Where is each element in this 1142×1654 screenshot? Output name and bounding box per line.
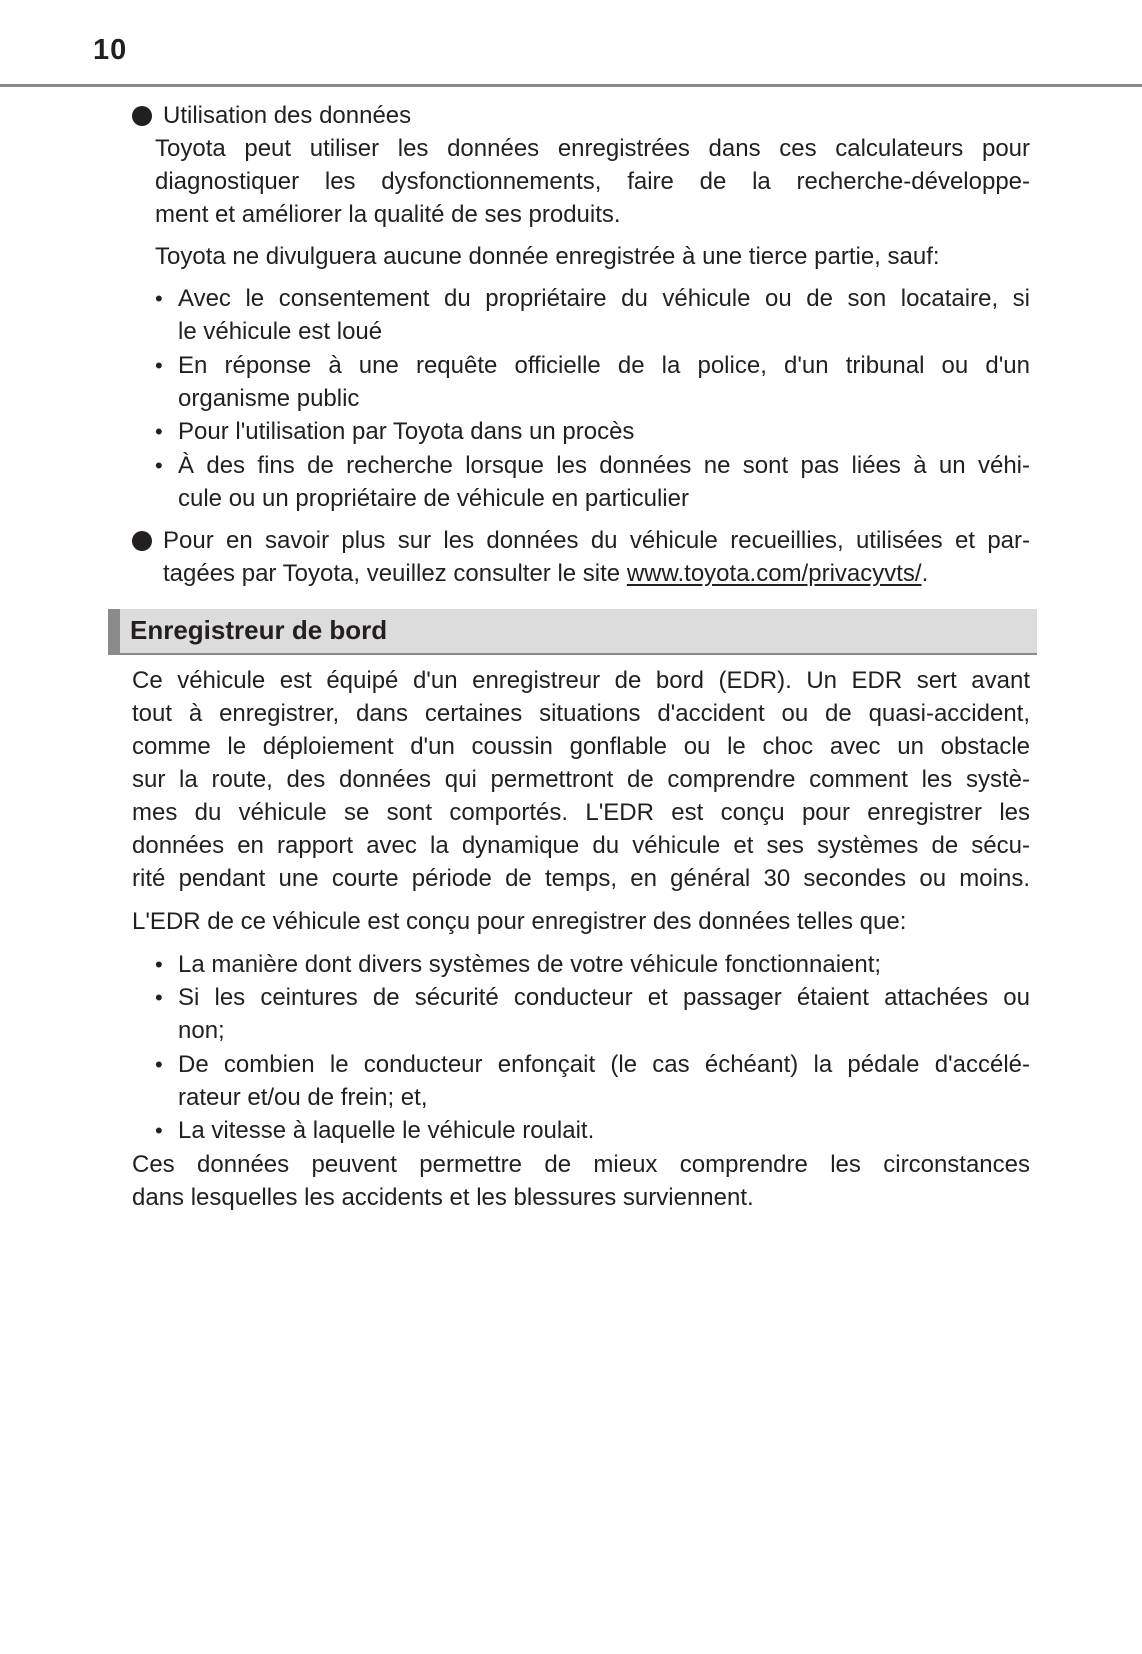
section-title: Enregistreur de bord [130, 615, 388, 645]
bullet-dot-icon: • [155, 286, 163, 311]
section-para3-line: Ces données peuvent permettre de mieux comprendre les circonstances [132, 1151, 1030, 1178]
bullet-dot-icon: • [155, 985, 163, 1010]
bullet-dot-icon: • [155, 419, 163, 444]
block1-bullet-line: le véhicule est loué [178, 318, 383, 345]
bullet-dot-icon: • [155, 1052, 163, 1077]
block1-bullet-line: À des fins de recherche lorsque les données ne sont pas liées à un véhi- [178, 452, 1030, 479]
block1-bullet-line: Pour l'utilisation par Toyota dans un procès [178, 418, 635, 445]
section-bullet-line: rateur et/ou de frein; et, [178, 1084, 428, 1111]
block1-para1-line: Toyota peut utiliser les données enregistrées dans ces calculateurs pour [155, 135, 1030, 162]
block2-text: . [921, 560, 929, 587]
block1-heading: Utilisation des données [163, 102, 412, 129]
block1-para2: Toyota ne divulguera aucune donnée enregistrée à une tierce partie, sauf: [155, 243, 940, 270]
section-header-bar [108, 609, 120, 653]
block1-bullet-line: En réponse à une requête officielle de la police, d'un tribunal ou d'un [178, 352, 1030, 379]
block2-text: tagées par Toyota, veuillez consulter le site [163, 560, 627, 587]
section-para1-line: rité pendant une courte période de temps, en général 30 secondes ou moins. [132, 865, 1030, 892]
section-bullet-line: La vitesse à laquelle le véhicule roulait. [178, 1117, 595, 1144]
bullet-dot-icon: • [155, 1118, 163, 1143]
header-rule [0, 84, 1142, 87]
section-header [108, 609, 1037, 655]
block1-bullet-line: organisme public [178, 385, 360, 412]
section-bullet-line: Si les ceintures de sécurité conducteur et passager étaient attachées ou [178, 984, 1030, 1011]
bullet-dot-icon: • [155, 453, 163, 478]
section-para2: L'EDR de ce véhicule est conçu pour enregistrer des données telles que: [132, 908, 907, 935]
section-para1-line: mes du véhicule se sont comportés. L'EDR est conçu pour enregistrer les [132, 799, 1030, 826]
section-para3-line: dans lesquelles les accidents et les blessures surviennent. [132, 1184, 754, 1211]
section-bullet-line: De combien le conducteur enfonçait (le cas échéant) la pédale d'accélé- [178, 1051, 1030, 1078]
block1-bullet-line: Avec le consentement du propriétaire du véhicule ou de son locataire, si [178, 285, 1030, 312]
block1-para1-line: diagnostiquer les dysfonctionnements, faire de la recherche-développe- [155, 168, 1030, 195]
block1-bullet-line: cule ou un propriétaire de véhicule en particulier [178, 485, 689, 512]
section-para1-line: tout à enregistrer, dans certaines situations d'accident ou de quasi-accident, [132, 700, 1030, 727]
section-bullet-line: non; [178, 1017, 225, 1044]
section-para1-line: Ce véhicule est équipé d'un enregistreur de bord (EDR). Un EDR sert avant [132, 667, 1030, 694]
block1-para1-line: ment et améliorer la qualité de ses produits. [155, 201, 621, 228]
bullet-dot-icon: • [155, 952, 163, 977]
section-para1-line: comme le déploiement d'un coussin gonflable ou le choc avec un obstacle [132, 733, 1030, 760]
circle-bullet-icon [132, 106, 152, 126]
section-bullet-line: La manière dont divers systèmes de votre véhicule fonctionnaient; [178, 951, 882, 978]
page-number: 10 [93, 34, 128, 66]
section-para1-line: sur la route, des données qui permettront de comprendre comment les systè- [132, 766, 1030, 793]
circle-bullet-icon [132, 531, 152, 551]
bullet-dot-icon: • [155, 353, 163, 378]
block2-line: Pour en savoir plus sur les données du véhicule recueillies, utilisées et par- [163, 527, 1030, 554]
privacy-link[interactable]: www.toyota.com/privacyvts/ [626, 560, 922, 587]
section-para1-line: données en rapport avec la dynamique du véhicule et ses systèmes de sécu- [132, 832, 1030, 859]
block2-line [163, 558, 928, 590]
